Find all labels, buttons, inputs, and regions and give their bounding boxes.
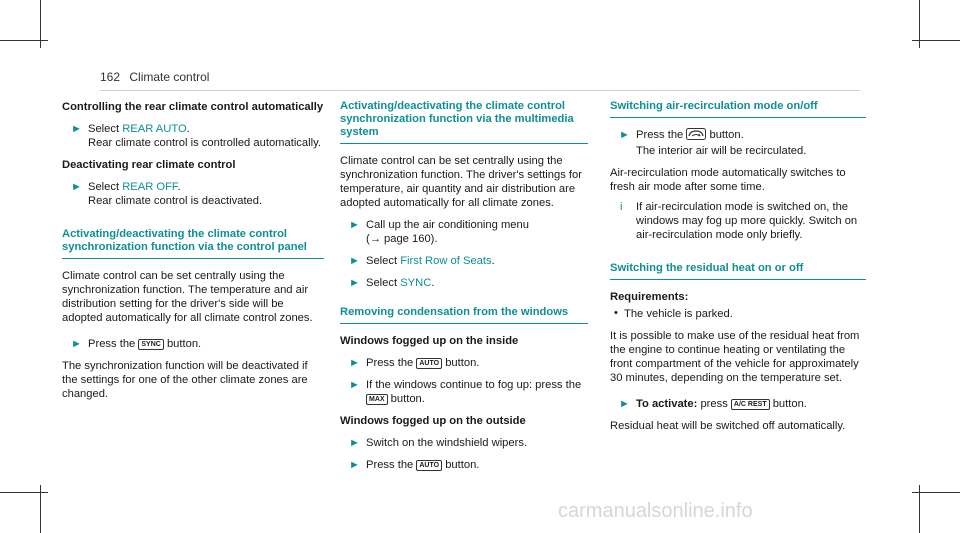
paragraph-auto-switch: Air-recirculation mode automatically switches to fresh air mode after some time. [610,167,846,193]
step-select-first-row [340,254,588,268]
step-text: Press the [366,357,414,369]
bullet-text: The vehicle is parked. [624,308,733,320]
step-result: Rear climate control is controlled automatically. [88,137,321,149]
step-text: button. [445,357,480,369]
step-text: Select [366,277,401,289]
step-text: button. [772,398,807,410]
sync-button-icon: SYNC [138,339,163,350]
sync-link[interactable]: SYNC [400,277,432,289]
step-result: The interior air will be recirculated. [636,145,807,157]
step-text: If the windows continue to fog up: press the [366,379,582,391]
step-activate [610,397,866,411]
rear-off-link[interactable]: REAR OFF [122,181,178,193]
step-text: Press the [636,129,684,141]
step-press-auto-2 [340,458,588,472]
column-1 [62,100,324,407]
step-press-auto [340,356,588,370]
arrow-icon: ► [619,129,630,141]
step-text: Press the [88,338,136,350]
watermark: carmanualsonline.info [558,500,753,522]
info-icon: i [620,201,623,213]
heading-fogged-outside: Windows fogged up on the outside [340,415,526,427]
arrow-icon: ► [349,379,360,391]
step-press-recirc [610,128,866,158]
step-text: Select [88,123,123,135]
column-3 [610,100,866,439]
step-press-sync [62,337,324,351]
step-press-max [340,378,588,406]
arrow-icon: ► [71,338,82,350]
heading-recirculation: Switching air-recirculation mode on/off [610,100,866,118]
step-text: . [431,277,435,289]
step-text: button. [390,393,425,405]
arrow-icon: ► [349,277,360,289]
info-note [610,200,866,242]
step-text: Call up the air conditioning menu [366,219,529,231]
bullet-icon: • [614,307,618,319]
header-divider [100,90,860,91]
step-text: Select [88,181,123,193]
heading-condensation: Removing condensation from the windows [340,306,588,324]
heading-sync-control-panel: Activating/deactivating the climate control synchronization function via the control panel [62,228,324,259]
step-select-rear-off [62,180,324,208]
step-wipers [340,436,588,450]
step-text: Switch on the windshield wipers. [366,437,528,449]
step-text: button. [445,459,480,471]
crop-mark [0,40,48,41]
step-select-sync [340,276,588,290]
step-text: . [186,123,190,135]
heading-residual-heat: Switching the residual heat on or off [610,262,866,280]
step-result: Rear climate control is deactivated. [88,195,263,207]
step-text: Press the [366,459,414,471]
arrow-icon: ► [71,181,82,193]
arrow-icon: ► [71,123,82,135]
arrow-icon: ► [349,437,360,449]
paragraph-sync-deactivated: The synchronization function will be deactivated if the settings for one of the other climate zones are changed. [62,360,308,400]
section-title: Climate control [129,70,210,84]
auto-button-icon: AUTO [416,358,442,369]
heading-fogged-inside: Windows fogged up on the inside [340,335,519,347]
step-text: . [491,255,495,267]
step-text: button. [166,338,202,350]
crop-mark [912,40,960,41]
step-text: press [697,398,728,410]
column-2 [340,100,588,480]
arrow-icon: ► [349,357,360,369]
note-text: If air-recirculation mode is switched on, the windows may fog up more quickly. Switch on air-recirculation mode only briefly. [636,201,858,241]
paragraph-intro: Climate control can be set centrally using the synchronization function. The driver's settings for temperature, air quantity and air distribution are adopted automatically for all climate zones. [340,155,582,209]
arrow-icon: ► [349,255,360,267]
step-text: button. [709,129,744,141]
paragraph-sync-intro: Climate control can be set centrally using the synchronization function. The temperature and air distribution setting for the driver's side will be adopted automatically for all climate control zones. [62,270,313,324]
recirculation-icon [686,128,706,144]
paragraph-auto-off: Residual heat will be switched off automatically. [610,420,846,432]
first-row-link[interactable]: First Row of Seats [400,255,492,267]
page-header [100,70,209,84]
page-number: 162 [100,70,121,84]
crop-mark [912,492,960,493]
arrow-icon: ► [349,219,360,231]
max-defrost-button-icon: MAX [366,394,388,405]
heading-sync-multimedia: Activating/deactivating the climate control synchronization function via the multimedia system [340,100,588,144]
crop-mark [0,492,48,493]
paragraph-residual: It is possible to make use of the residual heat from the engine to continue heating or ventilating the front compartment of the vehicle for approximately 30 minutes, depending on the temperature set. [610,330,860,384]
step-label: To activate: [636,398,698,410]
arrow-icon: ► [619,398,630,410]
heading-deactivate-rear: Deactivating rear climate control [62,159,236,171]
step-call-menu [340,218,588,246]
arrow-icon: ► [349,459,360,471]
rear-auto-link[interactable]: REAR AUTO [122,123,187,135]
step-text: Select [366,255,401,267]
heading-rear-auto: Controlling the rear climate control automatically [62,101,324,113]
page-reference[interactable]: (→ page 160). [366,233,438,245]
step-select-rear-auto [62,122,324,150]
heading-requirements: Requirements: [610,291,689,303]
step-text: . [177,181,181,193]
requirement-item [610,307,866,321]
ac-rest-button-icon: A/C REST [731,399,770,410]
auto-button-icon: AUTO [416,460,442,471]
